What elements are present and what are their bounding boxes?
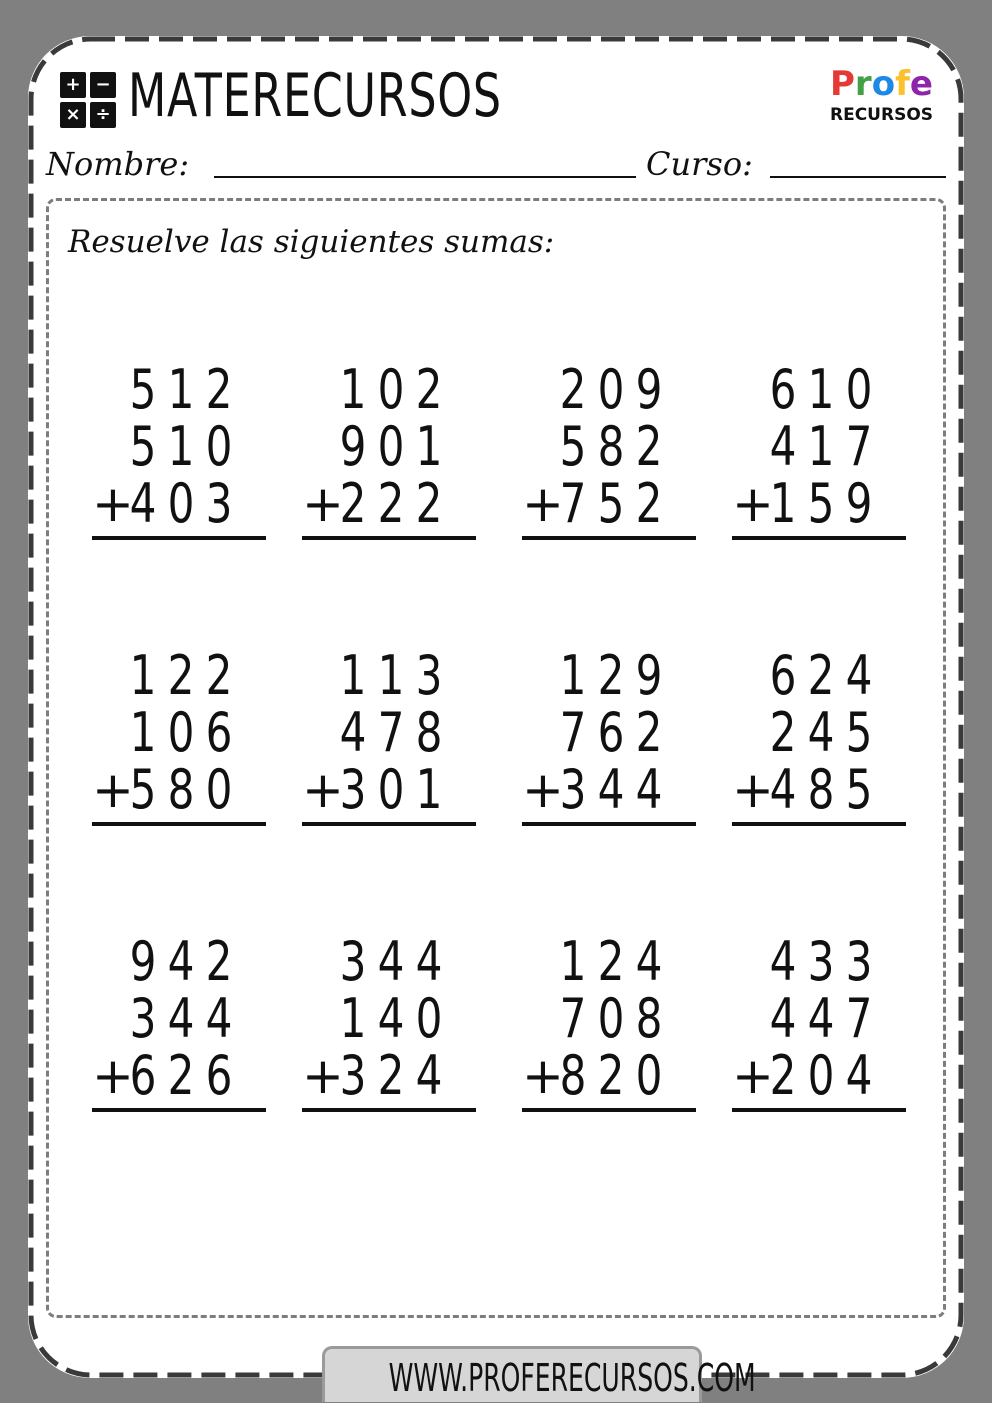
digit: 4 [769, 758, 797, 821]
digit: 3 [129, 987, 157, 1050]
addition-problem [302, 644, 476, 848]
digit: 1 [167, 358, 195, 421]
profe-wordmark [830, 64, 933, 104]
digit: 2 [377, 1044, 405, 1107]
addend-c [764, 1044, 878, 1107]
sum-line[interactable] [92, 822, 266, 826]
digit: 4 [807, 987, 835, 1050]
addend-a [124, 644, 238, 707]
plus-sign: + [522, 475, 564, 533]
digit: 2 [635, 415, 663, 478]
digit: 0 [377, 415, 405, 478]
digit: 4 [769, 415, 797, 478]
digit: 2 [635, 701, 663, 764]
addend-b [554, 415, 668, 478]
profe-letter: r [854, 64, 872, 104]
digit: 5 [807, 472, 835, 535]
digit: 2 [205, 358, 233, 421]
digit: 2 [807, 644, 835, 707]
digit: 7 [845, 987, 873, 1050]
plus-sign: + [302, 761, 344, 819]
addend-c [124, 1044, 238, 1107]
digit: 9 [635, 644, 663, 707]
sum-line[interactable] [522, 822, 696, 826]
name-write-line[interactable] [214, 176, 636, 178]
plus-icon: + [60, 72, 86, 98]
addend-b [124, 415, 238, 478]
digit: 5 [129, 358, 157, 421]
addend-a [554, 930, 668, 993]
digit: 4 [845, 644, 873, 707]
digit: 3 [415, 644, 443, 707]
addend-c [334, 1044, 448, 1107]
addend-a [334, 644, 448, 707]
addend-b [334, 701, 448, 764]
digit: 8 [807, 758, 835, 821]
digit: 5 [845, 758, 873, 821]
digit: 2 [597, 644, 625, 707]
addition-problem [732, 644, 906, 848]
plus-sign: + [732, 1047, 774, 1105]
profe-letter: f [895, 64, 910, 104]
digit: 8 [635, 987, 663, 1050]
digit: 7 [559, 987, 587, 1050]
digit: 1 [339, 644, 367, 707]
digit: 9 [635, 358, 663, 421]
digit: 1 [129, 644, 157, 707]
addend-a [764, 930, 878, 993]
addend-b [124, 701, 238, 764]
profe-letter: P [830, 64, 855, 104]
digit: 1 [339, 358, 367, 421]
digit: 1 [807, 415, 835, 478]
digit: 4 [597, 758, 625, 821]
digit: 2 [205, 930, 233, 993]
digit: 7 [377, 701, 405, 764]
digit: 3 [339, 930, 367, 993]
addend-a [334, 930, 448, 993]
addend-c [554, 1044, 668, 1107]
minus-icon: − [90, 72, 116, 98]
plus-sign: + [92, 761, 134, 819]
digit: 4 [769, 930, 797, 993]
addend-c [764, 472, 878, 535]
instruction-text: Resuelve las siguientes sumas: [68, 224, 555, 260]
digit: 2 [635, 472, 663, 535]
plus-sign: + [92, 1047, 134, 1105]
addend-b [764, 701, 878, 764]
digit: 4 [377, 987, 405, 1050]
digit: 9 [129, 930, 157, 993]
digit: 0 [205, 415, 233, 478]
times-icon: × [60, 102, 86, 128]
digit: 6 [769, 358, 797, 421]
footer-url: WWW.PROFERECURSOS.COM [388, 1356, 756, 1400]
sum-line[interactable] [732, 1108, 906, 1112]
digit: 1 [339, 987, 367, 1050]
digit: 3 [559, 758, 587, 821]
digit: 5 [559, 415, 587, 478]
digit: 4 [377, 930, 405, 993]
digit: 4 [415, 930, 443, 993]
addend-b [764, 987, 878, 1050]
digit: 5 [845, 701, 873, 764]
profe-subtitle: RECURSOS [830, 105, 934, 125]
sum-line[interactable] [92, 1108, 266, 1112]
addend-b [554, 701, 668, 764]
addend-b [124, 987, 238, 1050]
plus-sign: + [302, 1047, 344, 1105]
sum-line[interactable] [732, 822, 906, 826]
addend-c [124, 472, 238, 535]
digit: 0 [597, 987, 625, 1050]
curso-write-line[interactable] [770, 176, 946, 178]
digit: 2 [167, 1044, 195, 1107]
digit: 2 [415, 358, 443, 421]
digit: 2 [339, 472, 367, 535]
profe-letter: e [909, 64, 933, 104]
digit: 1 [129, 701, 157, 764]
addition-problem [522, 644, 696, 848]
sum-line[interactable] [522, 536, 696, 540]
digit: 7 [559, 472, 587, 535]
digit: 6 [205, 701, 233, 764]
sum-line[interactable] [732, 536, 906, 540]
addend-a [764, 358, 878, 421]
digit: 2 [377, 472, 405, 535]
digit: 1 [807, 358, 835, 421]
addend-c [334, 472, 448, 535]
addition-problem [302, 930, 476, 1134]
digit: 5 [129, 415, 157, 478]
name-label: Nombre: [46, 145, 190, 183]
profe-letter: o [871, 64, 896, 104]
digit: 2 [415, 472, 443, 535]
digit: 4 [415, 1044, 443, 1107]
addend-a [554, 644, 668, 707]
digit: 8 [167, 758, 195, 821]
digit: 0 [167, 701, 195, 764]
addend-c [554, 758, 668, 821]
digit: 4 [167, 987, 195, 1050]
plus-sign: + [522, 761, 564, 819]
digit: 5 [597, 472, 625, 535]
digit: 6 [769, 644, 797, 707]
digit: 0 [597, 358, 625, 421]
digit: 4 [129, 472, 157, 535]
digit: 2 [597, 930, 625, 993]
digit: 3 [205, 472, 233, 535]
digit: 1 [559, 644, 587, 707]
digit: 3 [339, 758, 367, 821]
digit: 8 [559, 1044, 587, 1107]
digit: 6 [129, 1044, 157, 1107]
digit: 4 [205, 987, 233, 1050]
digit: 1 [415, 415, 443, 478]
plus-sign: + [732, 475, 774, 533]
addend-b [334, 987, 448, 1050]
addition-problem [732, 930, 906, 1134]
divide-icon: ÷ [90, 102, 116, 128]
sum-line[interactable] [302, 1108, 476, 1112]
digit: 3 [807, 930, 835, 993]
profe-recursos-logo [826, 64, 938, 132]
digit: 2 [205, 644, 233, 707]
digit: 4 [339, 701, 367, 764]
addition-problem [522, 930, 696, 1134]
digit: 2 [559, 358, 587, 421]
sum-line[interactable] [302, 822, 476, 826]
addend-c [554, 472, 668, 535]
digit: 1 [167, 415, 195, 478]
digit: 7 [845, 415, 873, 478]
digit: 4 [807, 701, 835, 764]
plus-sign: + [732, 761, 774, 819]
digit: 3 [339, 1044, 367, 1107]
math-operations-logo-icon [60, 72, 116, 128]
addend-b [764, 415, 878, 478]
addition-problem [522, 358, 696, 562]
addition-problem [92, 644, 266, 848]
digit: 2 [769, 1044, 797, 1107]
digit: 1 [769, 472, 797, 535]
plus-sign: + [92, 475, 134, 533]
sum-line[interactable] [302, 536, 476, 540]
addition-problem [302, 358, 476, 562]
digit: 9 [845, 472, 873, 535]
digit: 2 [597, 1044, 625, 1107]
addend-c [334, 758, 448, 821]
digit: 0 [377, 758, 405, 821]
digit: 2 [769, 701, 797, 764]
addend-c [124, 758, 238, 821]
digit: 2 [167, 644, 195, 707]
addend-a [764, 644, 878, 707]
addend-a [124, 930, 238, 993]
digit: 0 [205, 758, 233, 821]
plus-sign: + [302, 475, 344, 533]
digit: 0 [377, 358, 405, 421]
plus-sign: + [522, 1047, 564, 1105]
digit: 8 [415, 701, 443, 764]
sum-line[interactable] [92, 536, 266, 540]
addition-problem [732, 358, 906, 562]
digit: 8 [597, 415, 625, 478]
addend-a [124, 358, 238, 421]
digit: 0 [845, 358, 873, 421]
digit: 0 [167, 472, 195, 535]
digit: 4 [635, 758, 663, 821]
addend-a [334, 358, 448, 421]
addend-c [764, 758, 878, 821]
digit: 4 [167, 930, 195, 993]
digit: 9 [339, 415, 367, 478]
digit: 1 [559, 930, 587, 993]
addend-a [554, 358, 668, 421]
digit: 5 [129, 758, 157, 821]
digit: 4 [845, 1044, 873, 1107]
digit: 4 [635, 930, 663, 993]
digit: 4 [769, 987, 797, 1050]
digit: 0 [807, 1044, 835, 1107]
digit: 6 [205, 1044, 233, 1107]
digit: 6 [597, 701, 625, 764]
curso-label: Curso: [646, 145, 753, 183]
digit: 0 [415, 987, 443, 1050]
digit: 1 [415, 758, 443, 821]
digit: 3 [845, 930, 873, 993]
addition-problem [92, 930, 266, 1134]
addend-b [554, 987, 668, 1050]
digit: 1 [377, 644, 405, 707]
addend-b [334, 415, 448, 478]
sum-line[interactable] [522, 1108, 696, 1112]
addition-problem [92, 358, 266, 562]
footer-url-tab [322, 1346, 756, 1402]
digit: 7 [559, 701, 587, 764]
digit: 0 [635, 1044, 663, 1107]
brand-title: MATERECURSOS [128, 61, 502, 131]
